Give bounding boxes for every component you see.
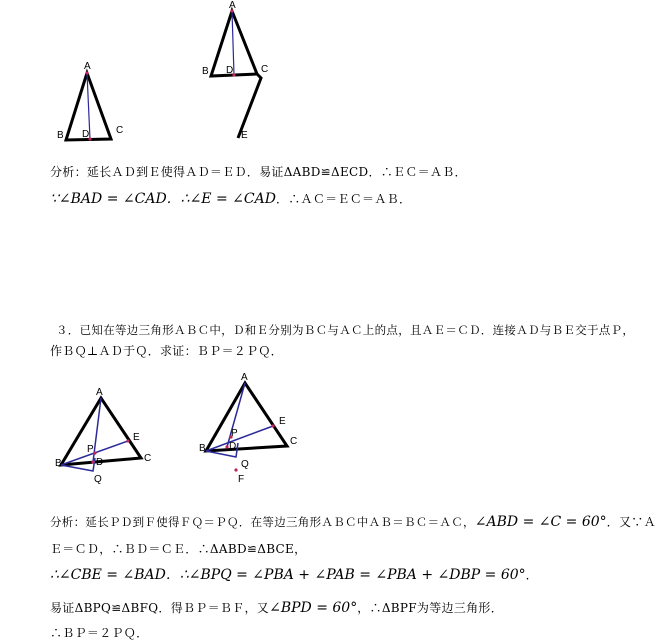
- analysis-3-line-4-tail: ，∴ΔBPF为等边三角形．: [357, 601, 504, 615]
- analysis-3-line-2: Ｅ＝ＣＤ，∴ＢＤ＝ＣＥ．∴ΔABD≌ΔBCE，: [50, 542, 307, 556]
- fig3-label-a: A: [96, 387, 103, 398]
- analysis-1-formula-bad-cad: ∵∠BAD = ∠CAD: [50, 191, 167, 207]
- analysis-3-line-1: [50, 513, 656, 530]
- fig1-label-c: C: [116, 125, 124, 136]
- fig3-point-e: [126, 439, 129, 442]
- figure-2-triangle: [211, 9, 261, 138]
- analysis-3-line-4-text: 易证ΔBPQ≌ΔBFQ．得ＢＰ＝ＢＦ，又: [50, 601, 270, 615]
- fig2-label-b: B: [202, 66, 209, 77]
- fig4-label-q: Q: [241, 459, 249, 470]
- analysis-3-line-4: [50, 599, 503, 616]
- fig4-label-p: P: [231, 428, 238, 439]
- analysis-3-formula-bpd: ∠BPD = 60°: [269, 600, 358, 616]
- fig2-label-c: C: [261, 64, 269, 75]
- analysis-1-line-1: 分析：延长ＡＤ到Ｅ使得ＡＤ＝ＥＤ．易证ΔABD≌ΔECD．∴ＥＣ＝ＡＢ．: [50, 165, 467, 179]
- fig3-label-e: E: [133, 432, 140, 443]
- fig4-label-d: D: [229, 441, 237, 452]
- fig1-label-d: D: [82, 129, 90, 140]
- fig1-label-b: B: [57, 130, 64, 141]
- fig2-segment-ce: [238, 74, 261, 138]
- fig4-label-e: E: [279, 416, 286, 427]
- problem-3-line-1: ３．已知在等边三角形ＡＢＣ中，Ｄ和Ｅ分别为ＢＣ与ＡＣ上的点，且ＡＥ＝ＣＤ．连接ＡＤ与ＢＥ交于点Ｐ，: [56, 323, 635, 337]
- analysis-3-line-5: ∴ＢＰ＝２ＰＱ．: [50, 626, 149, 640]
- analysis-3-line-3-tail: ．: [525, 568, 538, 582]
- fig4-triangle-abc: [206, 383, 287, 451]
- analysis-3-formula-abd-c: ∠ABD = ∠C = 60°: [474, 514, 607, 530]
- fig2-label-d: D: [226, 65, 234, 76]
- analysis-1-formula-e-cad: ．∴∠E = ∠CAD: [166, 191, 276, 207]
- fig2-label-a: A: [229, 0, 236, 11]
- fig3-label-q: Q: [94, 474, 102, 485]
- fig3-triangle-abc: [61, 398, 141, 465]
- fig4-point-e: [271, 424, 274, 427]
- fig4-label-c: C: [290, 436, 298, 447]
- fig4-label-f: F: [238, 474, 245, 485]
- analysis-1-conclusion: ．∴ＡＣ＝ＥＣ＝ＡＢ．: [275, 192, 412, 206]
- fig4-label-a: A: [241, 372, 248, 383]
- analysis-3-formula-bpq: ．∴∠BPQ = ∠PBA + ∠PAB = ∠PBA + ∠DBP = 60°: [165, 567, 526, 583]
- analysis-3-line-3: [50, 564, 538, 584]
- analysis-3-line-1-tail: ．又∵Ａ: [606, 515, 656, 529]
- analysis-3-line-1-text: 分析：延长ＰＤ到Ｆ使得ＦＱ＝ＰＱ．在等边三角形ＡＢＣ中ＡＢ＝ＢＣ＝ＡＣ，: [50, 515, 475, 529]
- analysis-1-line-2: [50, 188, 411, 208]
- analysis-3-formula-cbe-bad: ∴∠CBE = ∠BAD: [50, 567, 166, 583]
- fig3-point-d: [91, 460, 94, 463]
- fig3-label-d: D: [96, 457, 104, 468]
- fig3-label-p: P: [87, 444, 94, 455]
- fig3-label-c: C: [144, 453, 152, 464]
- fig2-label-e: E: [241, 130, 248, 141]
- fig1-label-a: A: [84, 61, 91, 72]
- fig4-label-b: B: [199, 443, 206, 454]
- fig3-label-b: B: [55, 458, 62, 469]
- problem-3-line-2: 作ＢＱ⊥ＡＤ于Ｑ．求证：ＢＰ＝２ＰＱ．: [50, 344, 283, 358]
- fig4-point-f: [234, 468, 237, 471]
